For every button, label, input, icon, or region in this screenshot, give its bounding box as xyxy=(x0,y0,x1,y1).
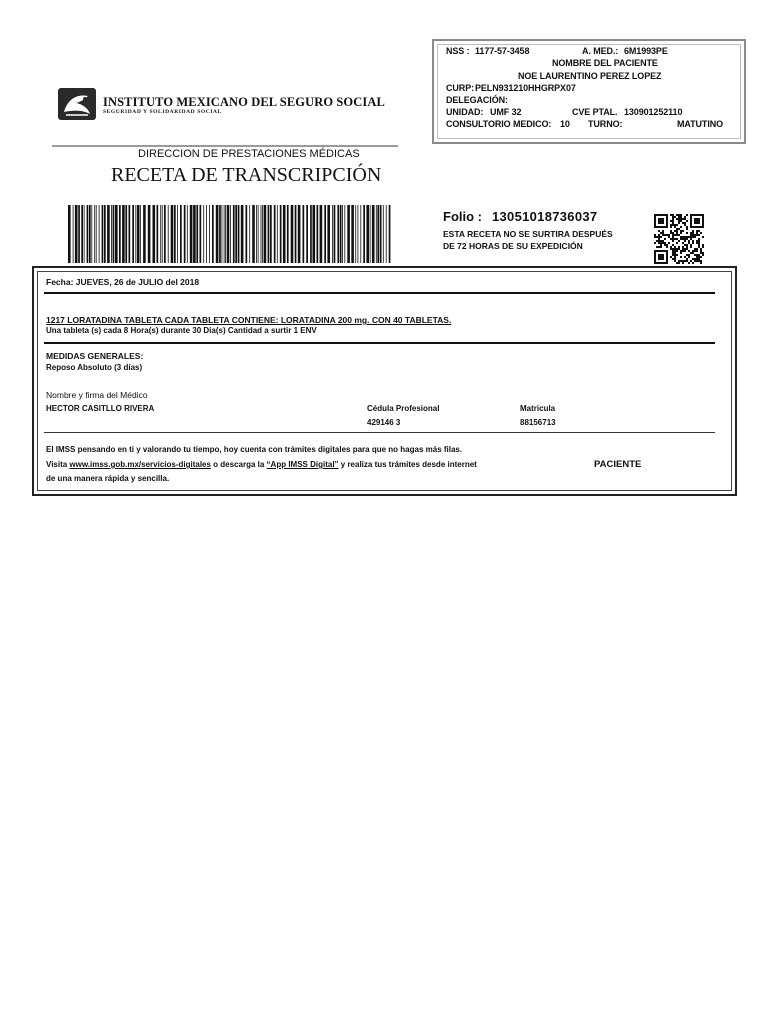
validity-notice-line-2: DE 72 HORAS DE SU EXPEDICIÓN xyxy=(443,241,583,251)
folio-label: Folio : xyxy=(443,209,482,224)
qr-code-image xyxy=(654,214,704,264)
medication-divider xyxy=(44,342,715,344)
cve-value: 130901252110 xyxy=(624,107,683,117)
prescription-box xyxy=(32,266,737,496)
nss-value: 1177-57-3458 xyxy=(475,46,530,56)
unidad-label: UNIDAD: xyxy=(446,107,484,117)
patient-name: NOE LAURENTINO PEREZ LOPEZ xyxy=(518,71,662,81)
copy-label: PACIENTE xyxy=(594,459,642,470)
cedula-label: Cédula Profesional xyxy=(367,404,440,413)
institution-motto: SEGURIDAD Y SOLIDARIDAD SOCIAL xyxy=(103,109,222,115)
consultorio-label: CONSULTORIO MEDICO: xyxy=(446,119,552,129)
cve-label: CVE PTAL. xyxy=(572,107,618,117)
curp-value: PELN931210HHGRPX07 xyxy=(475,83,576,93)
doctor-name: HECTOR CASITLLO RIVERA xyxy=(46,404,155,413)
cedula-value: 429146 3 xyxy=(367,418,401,427)
matricula-value: 88156713 xyxy=(520,418,556,427)
footer-realiza: y realiza tus trámites desde internet xyxy=(338,460,477,469)
patient-name-label: NOMBRE DEL PACIENTE xyxy=(552,58,658,68)
institution-name: INSTITUTO MEXICANO DEL SEGURO SOCIAL xyxy=(103,95,385,109)
imss-eagle-logo-icon xyxy=(58,88,96,120)
prescription-box-inner xyxy=(37,271,732,491)
app-imss-digital-link[interactable]: “App IMSS Digital” xyxy=(266,460,339,469)
direccion-heading: DIRECCION DE PRESTACIONES MÉDICAS xyxy=(138,148,360,160)
footer-line-3: de una manera rápida y sencilla. xyxy=(46,474,170,483)
footer-line-2 xyxy=(46,460,477,469)
doctor-divider xyxy=(44,432,715,433)
patient-info-box xyxy=(432,39,746,144)
validity-notice-line-1: ESTA RECETA NO SE SURTIRA DESPUÉS xyxy=(443,229,613,239)
turno-label: TURNO: xyxy=(588,119,623,129)
footer-descarga: o descarga la xyxy=(210,460,267,469)
nss-label: NSS : xyxy=(446,46,470,56)
fecha-line xyxy=(46,277,199,287)
imss-digital-link[interactable]: www.imss.gob.mx/servicios-digitales xyxy=(69,460,211,469)
barcode-image xyxy=(66,205,393,263)
fecha-value: JUEVES, 26 de JULIO del 2018 xyxy=(75,277,200,287)
fecha-label: Fecha: xyxy=(46,277,74,287)
unidad-value: UMF 32 xyxy=(490,107,522,117)
footer-line-1: El IMSS pensando en ti y valorando tu tiempo, hoy cuenta con trámites digitales para que no hagas más filas. xyxy=(46,445,463,454)
amed-value: 6M1993PE xyxy=(624,46,668,56)
footer-visita: Visita xyxy=(46,460,70,469)
validity-notice xyxy=(443,228,613,252)
header-divider xyxy=(52,145,398,147)
medidas-value: Reposo Absoluto (3 días) xyxy=(46,363,143,372)
matricula-label: Matricula xyxy=(520,404,556,413)
turno-value: MATUTINO xyxy=(677,119,724,129)
page-title: RECETA DE TRANSCRIPCIÓN xyxy=(111,164,382,186)
amed-label: A. MED.: xyxy=(582,46,619,56)
folio-number: 13051018736037 xyxy=(492,209,598,224)
dosage-line: Una tableta (s) cada 8 Hora(s) durante 30 Dia(s) Cantidad a surtir 1 ENV xyxy=(46,326,317,335)
delegacion-label: DELEGACIÓN: xyxy=(446,95,508,105)
curp-label: CURP: xyxy=(446,83,474,93)
folio xyxy=(443,209,597,224)
consultorio-value: 10 xyxy=(560,119,570,129)
doctor-label: Nombre y firma del Médico xyxy=(46,390,148,400)
fecha-divider xyxy=(44,292,715,294)
medication-line: 1217 LORATADINA TABLETA CADA TABLETA CONTIENE: LORATADINA 200 mg. CON 40 TABLETAS. xyxy=(46,315,452,325)
medidas-label: MEDIDAS GENERALES: xyxy=(46,351,144,361)
